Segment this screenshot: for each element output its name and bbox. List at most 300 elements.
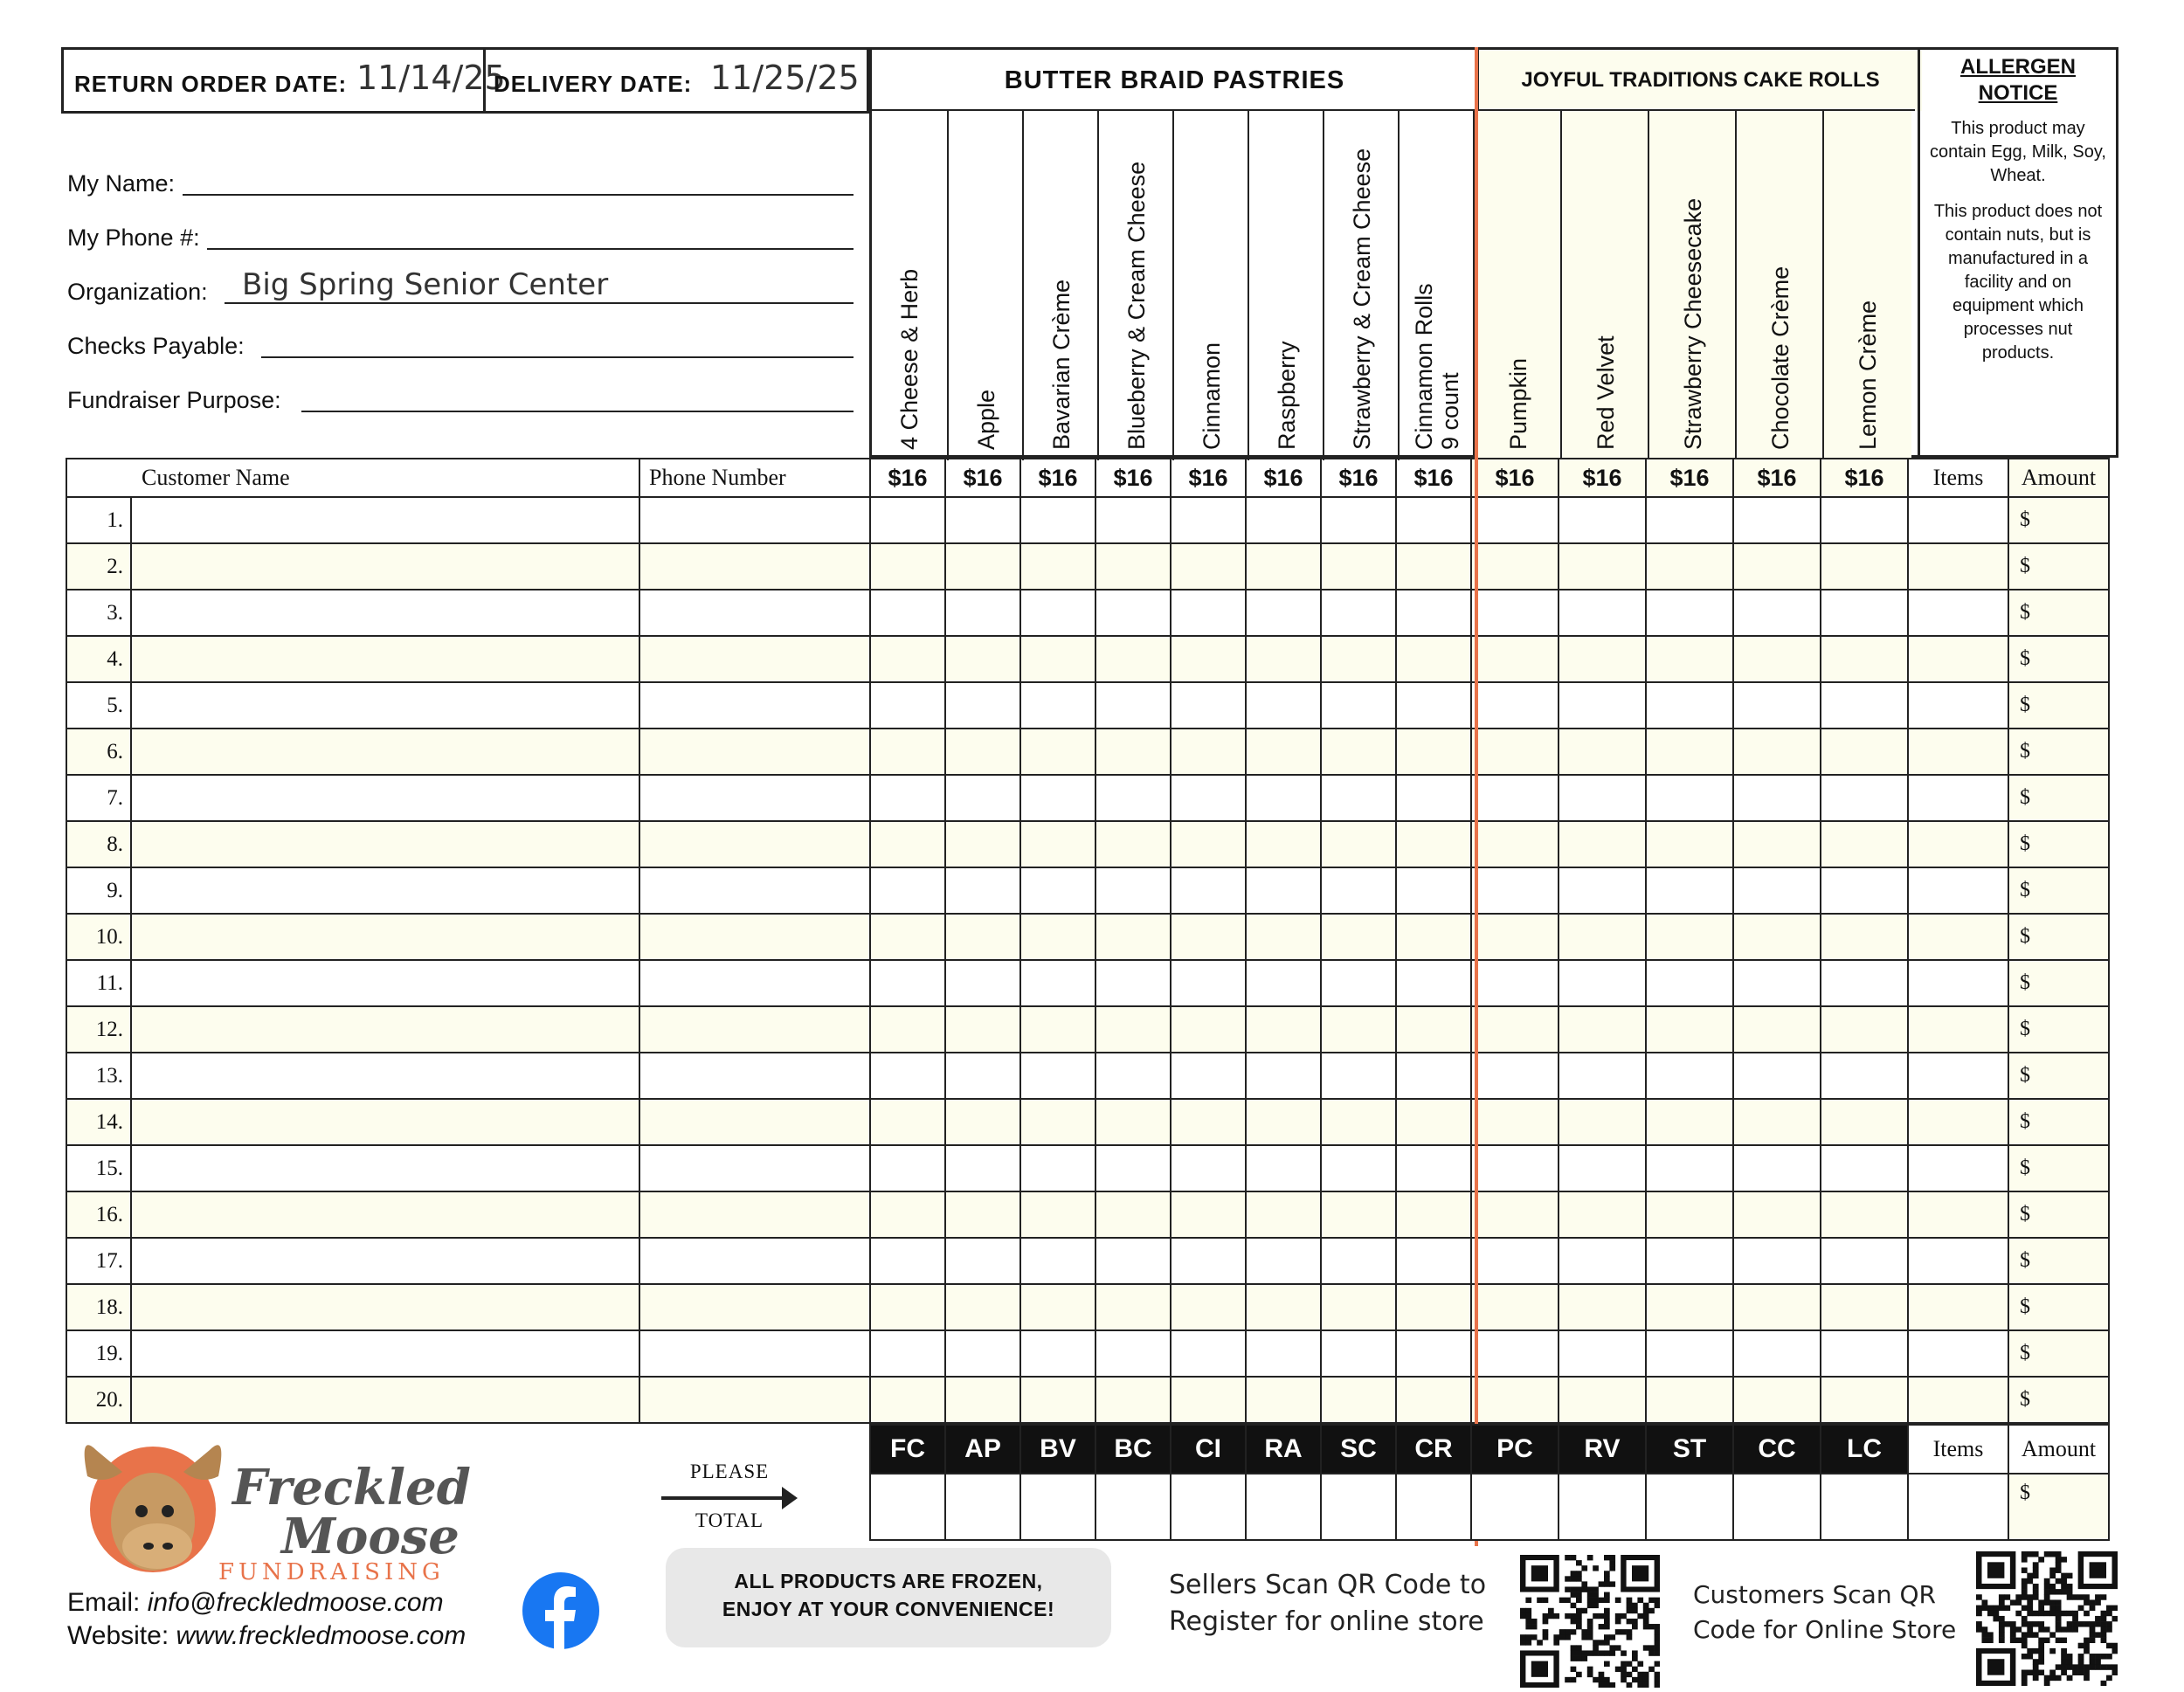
- customer-name-cell[interactable]: [131, 1377, 639, 1423]
- quantity-cell[interactable]: [1246, 682, 1321, 729]
- quantity-cell[interactable]: [1321, 1053, 1396, 1099]
- product-total-cell[interactable]: [1095, 1474, 1171, 1540]
- quantity-cell[interactable]: [945, 867, 1020, 914]
- quantity-cell[interactable]: [1821, 729, 1908, 775]
- quantity-cell[interactable]: [870, 960, 945, 1006]
- items-cell[interactable]: [1908, 1191, 2008, 1238]
- quantity-cell[interactable]: [1646, 497, 1733, 543]
- quantity-cell[interactable]: [1471, 1099, 1559, 1145]
- phone-number-cell[interactable]: [639, 636, 870, 682]
- quantity-cell[interactable]: [1171, 590, 1246, 636]
- amount-cell[interactable]: $: [2008, 1099, 2109, 1145]
- quantity-cell[interactable]: [1171, 636, 1246, 682]
- quantity-cell[interactable]: [1559, 497, 1646, 543]
- quantity-cell[interactable]: [1733, 1330, 1821, 1377]
- quantity-cell[interactable]: [870, 914, 945, 960]
- quantity-cell[interactable]: [1321, 1238, 1396, 1284]
- quantity-cell[interactable]: [1246, 1284, 1321, 1330]
- quantity-cell[interactable]: [1559, 1145, 1646, 1191]
- quantity-cell[interactable]: [870, 775, 945, 821]
- quantity-cell[interactable]: [870, 867, 945, 914]
- quantity-cell[interactable]: [945, 1284, 1020, 1330]
- phone-number-cell[interactable]: [639, 1053, 870, 1099]
- quantity-cell[interactable]: [1733, 867, 1821, 914]
- phone-number-cell[interactable]: [639, 914, 870, 960]
- quantity-cell[interactable]: [1396, 1099, 1471, 1145]
- quantity-cell[interactable]: [1559, 543, 1646, 590]
- website-link[interactable]: www.freckledmoose.com: [176, 1621, 467, 1650]
- quantity-cell[interactable]: [1020, 821, 1095, 867]
- quantity-cell[interactable]: [1095, 682, 1171, 729]
- quantity-cell[interactable]: [945, 1145, 1020, 1191]
- quantity-cell[interactable]: [1733, 543, 1821, 590]
- quantity-cell[interactable]: [870, 1053, 945, 1099]
- organization-field[interactable]: [67, 267, 854, 311]
- quantity-cell[interactable]: [945, 821, 1020, 867]
- total-items-cell[interactable]: [1908, 1474, 2008, 1540]
- product-total-cell[interactable]: [1471, 1474, 1559, 1540]
- quantity-cell[interactable]: [945, 1099, 1020, 1145]
- quantity-cell[interactable]: [1559, 960, 1646, 1006]
- quantity-cell[interactable]: [1020, 543, 1095, 590]
- quantity-cell[interactable]: [945, 729, 1020, 775]
- quantity-cell[interactable]: [1020, 1238, 1095, 1284]
- quantity-cell[interactable]: [1646, 590, 1733, 636]
- quantity-cell[interactable]: [1646, 543, 1733, 590]
- customer-name-cell[interactable]: [131, 821, 639, 867]
- quantity-cell[interactable]: [1471, 775, 1559, 821]
- quantity-cell[interactable]: [1396, 821, 1471, 867]
- quantity-cell[interactable]: [1396, 1145, 1471, 1191]
- quantity-cell[interactable]: [1246, 821, 1321, 867]
- quantity-cell[interactable]: [870, 590, 945, 636]
- quantity-cell[interactable]: [1321, 543, 1396, 590]
- quantity-cell[interactable]: [1396, 1377, 1471, 1423]
- phone-number-cell[interactable]: [639, 1284, 870, 1330]
- quantity-cell[interactable]: [1646, 914, 1733, 960]
- items-cell[interactable]: [1908, 867, 2008, 914]
- product-total-cell[interactable]: [1321, 1474, 1396, 1540]
- quantity-cell[interactable]: [1171, 960, 1246, 1006]
- quantity-cell[interactable]: [1559, 1330, 1646, 1377]
- quantity-cell[interactable]: [1646, 821, 1733, 867]
- quantity-cell[interactable]: [945, 590, 1020, 636]
- quantity-cell[interactable]: [1321, 1191, 1396, 1238]
- quantity-cell[interactable]: [870, 636, 945, 682]
- fundraiser-purpose-field[interactable]: [67, 376, 854, 419]
- quantity-cell[interactable]: [1471, 914, 1559, 960]
- customer-name-cell[interactable]: [131, 914, 639, 960]
- items-cell[interactable]: [1908, 821, 2008, 867]
- product-total-cell[interactable]: [870, 1474, 945, 1540]
- customer-name-cell[interactable]: [131, 1099, 639, 1145]
- quantity-cell[interactable]: [1171, 1238, 1246, 1284]
- items-cell[interactable]: [1908, 636, 2008, 682]
- quantity-cell[interactable]: [1559, 1191, 1646, 1238]
- amount-cell[interactable]: $: [2008, 1145, 2109, 1191]
- quantity-cell[interactable]: [1821, 1053, 1908, 1099]
- phone-number-cell[interactable]: [639, 1145, 870, 1191]
- amount-cell[interactable]: $: [2008, 960, 2109, 1006]
- quantity-cell[interactable]: [1821, 914, 1908, 960]
- quantity-cell[interactable]: [1733, 1006, 1821, 1053]
- phone-number-cell[interactable]: [639, 590, 870, 636]
- customer-name-cell[interactable]: [131, 1284, 639, 1330]
- quantity-cell[interactable]: [1095, 960, 1171, 1006]
- quantity-cell[interactable]: [1246, 960, 1321, 1006]
- phone-number-cell[interactable]: [639, 682, 870, 729]
- delivery-date-value[interactable]: 11/25/25: [710, 59, 860, 97]
- quantity-cell[interactable]: [1321, 1099, 1396, 1145]
- items-cell[interactable]: [1908, 1099, 2008, 1145]
- amount-cell[interactable]: $: [2008, 1006, 2109, 1053]
- quantity-cell[interactable]: [1396, 1238, 1471, 1284]
- quantity-cell[interactable]: [1095, 497, 1171, 543]
- items-cell[interactable]: [1908, 1006, 2008, 1053]
- quantity-cell[interactable]: [1321, 775, 1396, 821]
- quantity-cell[interactable]: [945, 1330, 1020, 1377]
- quantity-cell[interactable]: [1246, 636, 1321, 682]
- amount-cell[interactable]: $: [2008, 729, 2109, 775]
- quantity-cell[interactable]: [1646, 1238, 1733, 1284]
- quantity-cell[interactable]: [1321, 1006, 1396, 1053]
- quantity-cell[interactable]: [1321, 682, 1396, 729]
- phone-number-cell[interactable]: [639, 821, 870, 867]
- quantity-cell[interactable]: [1321, 867, 1396, 914]
- quantity-cell[interactable]: [1095, 775, 1171, 821]
- quantity-cell[interactable]: [1559, 1284, 1646, 1330]
- quantity-cell[interactable]: [945, 914, 1020, 960]
- quantity-cell[interactable]: [1246, 1377, 1321, 1423]
- quantity-cell[interactable]: [1733, 497, 1821, 543]
- amount-cell[interactable]: $: [2008, 543, 2109, 590]
- items-cell[interactable]: [1908, 729, 2008, 775]
- quantity-cell[interactable]: [1246, 497, 1321, 543]
- quantity-cell[interactable]: [1559, 590, 1646, 636]
- quantity-cell[interactable]: [1821, 497, 1908, 543]
- quantity-cell[interactable]: [1646, 682, 1733, 729]
- quantity-cell[interactable]: [945, 636, 1020, 682]
- my-phone-field[interactable]: [67, 213, 854, 257]
- quantity-cell[interactable]: [1321, 1284, 1396, 1330]
- quantity-cell[interactable]: [870, 543, 945, 590]
- quantity-cell[interactable]: [1020, 636, 1095, 682]
- quantity-cell[interactable]: [945, 682, 1020, 729]
- quantity-cell[interactable]: [1646, 1099, 1733, 1145]
- quantity-cell[interactable]: [1733, 590, 1821, 636]
- quantity-cell[interactable]: [1095, 1284, 1171, 1330]
- email-link[interactable]: info@freckledmoose.com: [147, 1588, 444, 1617]
- quantity-cell[interactable]: [1733, 636, 1821, 682]
- quantity-cell[interactable]: [1171, 497, 1246, 543]
- quantity-cell[interactable]: [1471, 1191, 1559, 1238]
- quantity-cell[interactable]: [1095, 1238, 1171, 1284]
- items-cell[interactable]: [1908, 1377, 2008, 1423]
- quantity-cell[interactable]: [1246, 543, 1321, 590]
- product-total-cell[interactable]: [945, 1474, 1020, 1540]
- quantity-cell[interactable]: [1471, 1330, 1559, 1377]
- quantity-cell[interactable]: [1171, 543, 1246, 590]
- quantity-cell[interactable]: [870, 1330, 945, 1377]
- quantity-cell[interactable]: [1246, 1191, 1321, 1238]
- quantity-cell[interactable]: [1646, 729, 1733, 775]
- quantity-cell[interactable]: [1821, 867, 1908, 914]
- quantity-cell[interactable]: [1559, 775, 1646, 821]
- quantity-cell[interactable]: [1171, 729, 1246, 775]
- quantity-cell[interactable]: [1471, 1053, 1559, 1099]
- quantity-cell[interactable]: [870, 1145, 945, 1191]
- return-order-date-value[interactable]: 11/14/25: [356, 59, 506, 97]
- quantity-cell[interactable]: [1020, 775, 1095, 821]
- quantity-cell[interactable]: [1396, 636, 1471, 682]
- quantity-cell[interactable]: [870, 729, 945, 775]
- quantity-cell[interactable]: [1396, 960, 1471, 1006]
- quantity-cell[interactable]: [945, 960, 1020, 1006]
- quantity-cell[interactable]: [1559, 1006, 1646, 1053]
- quantity-cell[interactable]: [1821, 543, 1908, 590]
- customer-name-cell[interactable]: [131, 729, 639, 775]
- quantity-cell[interactable]: [1095, 1377, 1171, 1423]
- quantity-cell[interactable]: [1559, 1238, 1646, 1284]
- quantity-cell[interactable]: [1095, 821, 1171, 867]
- phone-number-cell[interactable]: [639, 729, 870, 775]
- amount-cell[interactable]: $: [2008, 1377, 2109, 1423]
- quantity-cell[interactable]: [1321, 729, 1396, 775]
- quantity-cell[interactable]: [870, 682, 945, 729]
- quantity-cell[interactable]: [945, 1377, 1020, 1423]
- quantity-cell[interactable]: [1821, 821, 1908, 867]
- quantity-cell[interactable]: [1095, 867, 1171, 914]
- quantity-cell[interactable]: [1559, 636, 1646, 682]
- quantity-cell[interactable]: [1246, 775, 1321, 821]
- customer-name-cell[interactable]: [131, 1006, 639, 1053]
- quantity-cell[interactable]: [1646, 775, 1733, 821]
- amount-cell[interactable]: $: [2008, 914, 2109, 960]
- quantity-cell[interactable]: [1559, 867, 1646, 914]
- quantity-cell[interactable]: [1396, 590, 1471, 636]
- phone-number-cell[interactable]: [639, 867, 870, 914]
- customer-name-cell[interactable]: [131, 775, 639, 821]
- quantity-cell[interactable]: [870, 1099, 945, 1145]
- quantity-cell[interactable]: [1646, 1377, 1733, 1423]
- amount-cell[interactable]: $: [2008, 775, 2109, 821]
- quantity-cell[interactable]: [1095, 1006, 1171, 1053]
- amount-cell[interactable]: $: [2008, 1053, 2109, 1099]
- quantity-cell[interactable]: [1020, 682, 1095, 729]
- product-total-cell[interactable]: [1246, 1474, 1321, 1540]
- quantity-cell[interactable]: [1733, 1191, 1821, 1238]
- quantity-cell[interactable]: [870, 1377, 945, 1423]
- customer-name-cell[interactable]: [131, 867, 639, 914]
- quantity-cell[interactable]: [1020, 1099, 1095, 1145]
- quantity-cell[interactable]: [1171, 1145, 1246, 1191]
- product-total-cell[interactable]: [1733, 1474, 1821, 1540]
- quantity-cell[interactable]: [1095, 590, 1171, 636]
- quantity-cell[interactable]: [1246, 729, 1321, 775]
- amount-cell[interactable]: $: [2008, 636, 2109, 682]
- quantity-cell[interactable]: [1020, 1377, 1095, 1423]
- quantity-cell[interactable]: [1821, 1191, 1908, 1238]
- amount-cell[interactable]: $: [2008, 682, 2109, 729]
- quantity-cell[interactable]: [1020, 1330, 1095, 1377]
- phone-number-cell[interactable]: [639, 1191, 870, 1238]
- quantity-cell[interactable]: [1471, 1284, 1559, 1330]
- phone-number-cell[interactable]: [639, 497, 870, 543]
- quantity-cell[interactable]: [1646, 1191, 1733, 1238]
- quantity-cell[interactable]: [1396, 1330, 1471, 1377]
- quantity-cell[interactable]: [1559, 1377, 1646, 1423]
- customer-name-cell[interactable]: [131, 497, 639, 543]
- quantity-cell[interactable]: [1471, 960, 1559, 1006]
- quantity-cell[interactable]: [1020, 497, 1095, 543]
- quantity-cell[interactable]: [1246, 1145, 1321, 1191]
- quantity-cell[interactable]: [1396, 914, 1471, 960]
- quantity-cell[interactable]: [1559, 821, 1646, 867]
- quantity-cell[interactable]: [1396, 1006, 1471, 1053]
- quantity-cell[interactable]: [1020, 867, 1095, 914]
- quantity-cell[interactable]: [1821, 775, 1908, 821]
- quantity-cell[interactable]: [1559, 682, 1646, 729]
- quantity-cell[interactable]: [1821, 590, 1908, 636]
- quantity-cell[interactable]: [1095, 1099, 1171, 1145]
- quantity-cell[interactable]: [1396, 1191, 1471, 1238]
- quantity-cell[interactable]: [1821, 1145, 1908, 1191]
- items-cell[interactable]: [1908, 1053, 2008, 1099]
- quantity-cell[interactable]: [1171, 821, 1246, 867]
- quantity-cell[interactable]: [1821, 1006, 1908, 1053]
- amount-cell[interactable]: $: [2008, 497, 2109, 543]
- quantity-cell[interactable]: [1246, 1238, 1321, 1284]
- quantity-cell[interactable]: [1646, 867, 1733, 914]
- quantity-cell[interactable]: [1733, 682, 1821, 729]
- quantity-cell[interactable]: [1321, 590, 1396, 636]
- product-total-cell[interactable]: [1020, 1474, 1095, 1540]
- quantity-cell[interactable]: [1733, 1145, 1821, 1191]
- quantity-cell[interactable]: [1095, 636, 1171, 682]
- my-name-field[interactable]: [67, 159, 854, 203]
- quantity-cell[interactable]: [1171, 867, 1246, 914]
- customer-name-cell[interactable]: [131, 1145, 639, 1191]
- phone-number-cell[interactable]: [639, 1330, 870, 1377]
- quantity-cell[interactable]: [1321, 1330, 1396, 1377]
- product-total-cell[interactable]: [1559, 1474, 1646, 1540]
- items-cell[interactable]: [1908, 1238, 2008, 1284]
- quantity-cell[interactable]: [945, 1191, 1020, 1238]
- quantity-cell[interactable]: [1559, 1053, 1646, 1099]
- items-cell[interactable]: [1908, 960, 2008, 1006]
- quantity-cell[interactable]: [1020, 729, 1095, 775]
- quantity-cell[interactable]: [1821, 682, 1908, 729]
- quantity-cell[interactable]: [1171, 1377, 1246, 1423]
- quantity-cell[interactable]: [1246, 867, 1321, 914]
- quantity-cell[interactable]: [1095, 1191, 1171, 1238]
- quantity-cell[interactable]: [1646, 636, 1733, 682]
- sellers-qr-code[interactable]: [1520, 1555, 1660, 1688]
- product-total-cell[interactable]: [1171, 1474, 1246, 1540]
- quantity-cell[interactable]: [1095, 914, 1171, 960]
- quantity-cell[interactable]: [1646, 1284, 1733, 1330]
- quantity-cell[interactable]: [1396, 867, 1471, 914]
- product-total-cell[interactable]: [1821, 1474, 1908, 1540]
- quantity-cell[interactable]: [870, 497, 945, 543]
- items-cell[interactable]: [1908, 775, 2008, 821]
- quantity-cell[interactable]: [1646, 1330, 1733, 1377]
- quantity-cell[interactable]: [1396, 1284, 1471, 1330]
- quantity-cell[interactable]: [1471, 1238, 1559, 1284]
- items-cell[interactable]: [1908, 1284, 2008, 1330]
- quantity-cell[interactable]: [1321, 821, 1396, 867]
- quantity-cell[interactable]: [1471, 867, 1559, 914]
- quantity-cell[interactable]: [1171, 1191, 1246, 1238]
- checks-payable-field[interactable]: [67, 321, 854, 365]
- quantity-cell[interactable]: [1646, 960, 1733, 1006]
- quantity-cell[interactable]: [1095, 1330, 1171, 1377]
- quantity-cell[interactable]: [1171, 682, 1246, 729]
- quantity-cell[interactable]: [1321, 1145, 1396, 1191]
- quantity-cell[interactable]: [1471, 1006, 1559, 1053]
- quantity-cell[interactable]: [1733, 914, 1821, 960]
- quantity-cell[interactable]: [945, 775, 1020, 821]
- quantity-cell[interactable]: [1321, 960, 1396, 1006]
- quantity-cell[interactable]: [1020, 1191, 1095, 1238]
- quantity-cell[interactable]: [1095, 543, 1171, 590]
- quantity-cell[interactable]: [945, 1053, 1020, 1099]
- items-cell[interactable]: [1908, 543, 2008, 590]
- customer-name-cell[interactable]: [131, 960, 639, 1006]
- quantity-cell[interactable]: [1020, 1284, 1095, 1330]
- quantity-cell[interactable]: [870, 1006, 945, 1053]
- quantity-cell[interactable]: [1396, 682, 1471, 729]
- phone-number-cell[interactable]: [639, 1377, 870, 1423]
- quantity-cell[interactable]: [945, 543, 1020, 590]
- quantity-cell[interactable]: [870, 1238, 945, 1284]
- quantity-cell[interactable]: [1020, 1053, 1095, 1099]
- quantity-cell[interactable]: [1321, 914, 1396, 960]
- quantity-cell[interactable]: [1246, 590, 1321, 636]
- quantity-cell[interactable]: [1559, 729, 1646, 775]
- amount-cell[interactable]: $: [2008, 1284, 2109, 1330]
- quantity-cell[interactable]: [1471, 636, 1559, 682]
- quantity-cell[interactable]: [1020, 914, 1095, 960]
- quantity-cell[interactable]: [1471, 821, 1559, 867]
- customer-name-cell[interactable]: [131, 1238, 639, 1284]
- phone-number-cell[interactable]: [639, 775, 870, 821]
- items-cell[interactable]: [1908, 682, 2008, 729]
- quantity-cell[interactable]: [1733, 1377, 1821, 1423]
- quantity-cell[interactable]: [1559, 1099, 1646, 1145]
- product-total-cell[interactable]: [1646, 1474, 1733, 1540]
- quantity-cell[interactable]: [1471, 590, 1559, 636]
- items-cell[interactable]: [1908, 1145, 2008, 1191]
- quantity-cell[interactable]: [1733, 1099, 1821, 1145]
- amount-cell[interactable]: $: [2008, 1330, 2109, 1377]
- quantity-cell[interactable]: [1171, 1053, 1246, 1099]
- items-cell[interactable]: [1908, 497, 2008, 543]
- items-cell[interactable]: [1908, 914, 2008, 960]
- quantity-cell[interactable]: [1733, 821, 1821, 867]
- quantity-cell[interactable]: [1321, 1377, 1396, 1423]
- customer-name-cell[interactable]: [131, 1053, 639, 1099]
- quantity-cell[interactable]: [1471, 1377, 1559, 1423]
- quantity-cell[interactable]: [1821, 1238, 1908, 1284]
- quantity-cell[interactable]: [1733, 775, 1821, 821]
- quantity-cell[interactable]: [1821, 1377, 1908, 1423]
- phone-number-cell[interactable]: [639, 1099, 870, 1145]
- quantity-cell[interactable]: [1821, 960, 1908, 1006]
- quantity-cell[interactable]: [945, 497, 1020, 543]
- quantity-cell[interactable]: [945, 1006, 1020, 1053]
- quantity-cell[interactable]: [1396, 543, 1471, 590]
